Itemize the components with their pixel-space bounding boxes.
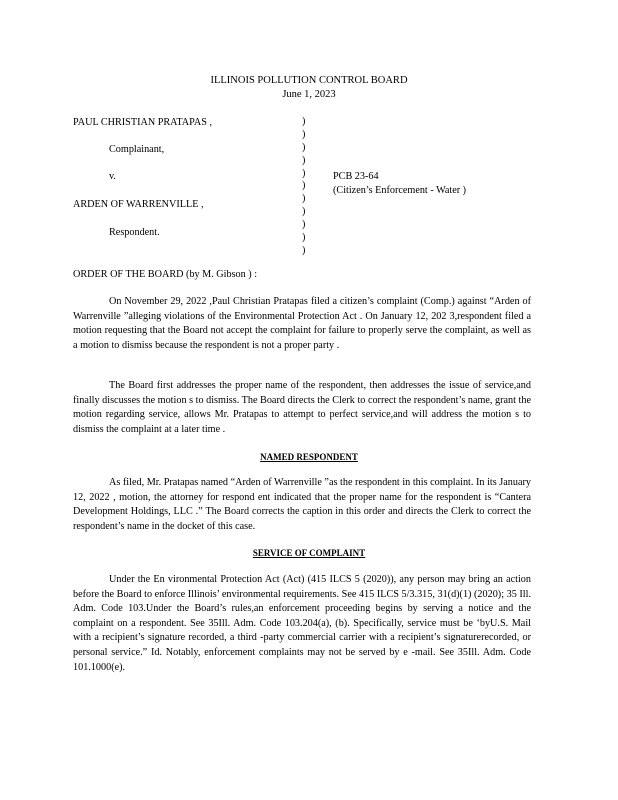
paren: )	[302, 244, 306, 256]
paren: )	[302, 219, 306, 231]
paragraph-overview	[73, 379, 531, 437]
paragraph-named-respondent	[73, 476, 531, 534]
paren: )	[302, 128, 306, 140]
order-heading: ORDER OF THE BOARD (by M. Gibson ) :	[73, 269, 258, 280]
case-type: (Citizen’s Enforcement - Water )	[333, 185, 467, 196]
paren: )	[302, 180, 306, 192]
versus-label: v.	[109, 171, 116, 182]
paren: )	[302, 206, 306, 218]
board-title: ILLINOIS POLLUTION CONTROL BOARD	[210, 75, 408, 86]
complainant-name: PAUL CHRISTIAN PRATAPAS ,	[73, 117, 213, 128]
paragraph-text: On November 29, 2022 ,Paul Christian Pratapas filed a citizen’s complaint (Comp.) against “Arden of Warrenville ”alleging violations of the Environmental Protection Act . On January 12, 202 3,respondent filed a motion requesting that the Board not accept the complaint for failure to properly serve the complaint, as well as a motion to dismiss because the respondent is not a proper party .	[73, 296, 531, 351]
paragraph-text: The Board first addresses the proper name of the respondent, then addresses the issue of service,and finally discusses the motion s to dismiss. The Board directs the Clerk to correct the respondent’s name, grant the motion regarding service, allows Mr. Pratapas to attempt to perfect service,and will address the motion s to dismiss the complaint at a later time .	[73, 380, 531, 435]
section-heading-text: SERVICE OF COMPLAINT	[252, 548, 366, 558]
paren: )	[302, 141, 306, 153]
section-heading-text: NAMED RESPONDENT	[260, 452, 358, 462]
caption-divider	[302, 116, 310, 258]
paragraph-text: Under the En vironmental Protection Act (Act) (415 ILCS 5 (2020)), any person may bring an action before the Board to enforce Illinois’ environmental requirements. See 415 ILCS 5/3.315, 31(d)(1) (2020); 35 Ill. Adm. Code 103.Under the Board’s rules,an enforcement proceeding begins by serving a notice and the complaint on a respondent. See 35Ill. Adm. Code 103.204(a), (b). Specifically, service must be ‘byU.S. Mail with a recipient’s signature recorded, a third -party commercial carrier with a recipient’s signaturerecorded, or personal service.” Id. Notably, enforcement complaints may not be served by e -mail. See 35Ill. Adm. Code 101.1000(e).	[73, 574, 531, 673]
paren: )	[302, 154, 306, 166]
paragraph-text: As filed, Mr. Pratapas named “Arden of Warrenville ”as the respondent in this complaint. In its January 12, 2022 , motion, the attorney for respond ent indicated that the proper name for the respondent is “Cantera Development Holdings, LLC .” The Board corrects the caption in this order and directs the Clerk to correct the respondent’s name in the docket of this case.	[73, 477, 531, 532]
section-heading-named-respondent	[0, 450, 618, 465]
order-date: June 1, 2023	[282, 89, 336, 100]
paren: )	[302, 232, 306, 244]
paren: )	[302, 167, 306, 179]
paragraph-intro	[73, 295, 531, 353]
paragraph-service	[73, 573, 531, 675]
section-heading-service	[0, 546, 618, 561]
case-number: PCB 23-64	[333, 171, 379, 182]
respondent-label: Respondent.	[109, 227, 160, 238]
respondent-name: ARDEN OF WARRENVILLE ,	[73, 199, 204, 210]
complainant-label: Complainant,	[109, 144, 165, 155]
paren: )	[302, 193, 306, 205]
paren: )	[302, 116, 306, 127]
